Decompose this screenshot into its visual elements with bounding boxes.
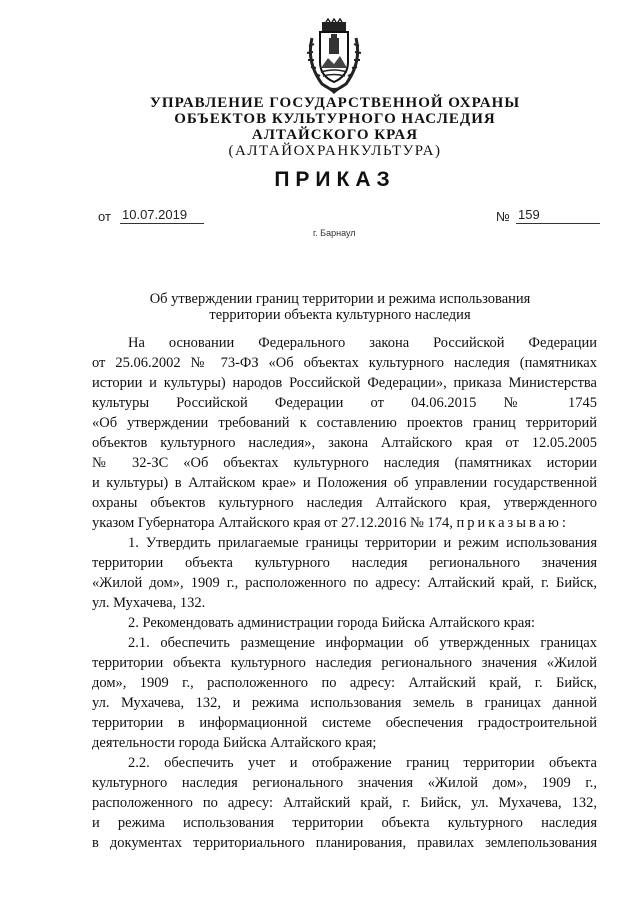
body-line: культуры Российской Федерации от 04.06.2015 № 1745 [92, 395, 597, 411]
agency-name-line1: УПРАВЛЕНИЕ ГОСУДАРСТВЕННОЙ ОХРАНЫ [149, 95, 521, 111]
body-line [92, 513, 597, 534]
subject-line1: Об утверждении границ территории и режима использования [149, 291, 531, 307]
body-line: 2.1. обеспечить размещение информации об утвержденных границах [128, 635, 597, 651]
body-line: в документах территориального планирования, правилах землепользования [92, 835, 597, 851]
city-label: г. Барнаул [313, 228, 356, 238]
body-line: культурного наследия регионального значения «Жилой дом», 1909 г., [92, 775, 597, 791]
body-line: от 25.06.2002 № 73-ФЗ «Об объектах культурного наследия (памятниках [92, 355, 597, 371]
order-word: приказываю: [456, 515, 569, 531]
agency-name-line2: ОБЪЕКТОВ КУЛЬТУРНОГО НАСЛЕДИЯ [174, 111, 496, 127]
agency-short-name: (АЛТАЙОХРАНКУЛЬТУРА) [228, 143, 442, 159]
body-line: истории и культуры) народов Российской Федерации», приказа Министерства [92, 375, 597, 391]
order-number: 159 [516, 207, 600, 224]
body-line: ул. Мухачева, 132, и режима использования земель в границах данной [92, 695, 597, 711]
document-title: ПРИКАЗ [274, 168, 396, 191]
body-line: территории объекта культурного наследия регионального значения «Жилой [92, 655, 597, 671]
altai-coat-of-arms-icon [302, 18, 366, 94]
body-line: № 32-ЗС «Об объектах культурного наследия (памятниках истории [92, 455, 597, 471]
body-line: На основании Федерального закона Российской Федерации [128, 335, 597, 351]
order-date: 10.07.2019 [120, 207, 204, 224]
body-line: ул. Мухачева, 132. [92, 595, 206, 611]
body-line: территории в информационной системе обеспечения градостроительной [92, 715, 597, 731]
body-line: дом», 1909 г., расположенного по адресу: Алтайский край, г. Бийск, [92, 675, 597, 691]
body-line: объектов культурного наследия», закона Алтайского края от 12.05.2005 [92, 435, 597, 451]
body-line: охраны объектов культурного наследия Алтайского края, утвержденного [92, 495, 597, 511]
body-line: 1. Утвердить прилагаемые границы территории и режим использования [128, 535, 597, 551]
agency-name-line3: АЛТАЙСКОГО КРАЯ [251, 127, 419, 143]
body-line: 2.2. обеспечить учет и отображение границ территории объекта [128, 755, 597, 771]
body-line: 2. Рекомендовать администрации города Бийска Алтайского края: [128, 615, 536, 631]
date-prefix: от [98, 209, 111, 224]
body-line: «Жилой дом», 1909 г., расположенного по адресу: Алтайский край, г. Бийск, [92, 575, 597, 591]
body-line: деятельности города Бийска Алтайского края; [92, 735, 377, 751]
body-line: и режима использования территории объекта культурного наследия [92, 815, 597, 831]
body-line: и культуры) в Алтайском крае» и Положения об управлении государственной [92, 475, 597, 491]
number-prefix: № [496, 209, 510, 224]
subject-line2: территории объекта культурного наследия [209, 307, 471, 323]
body-line: «Об утверждении требований к составлению проектов границ территорий [92, 415, 597, 431]
body-line: расположенного по адресу: Алтайский край, г. Бийск, ул. Мухачева, 132, [92, 795, 597, 811]
body-line: территории объекта культурного наследия регионального значения [92, 555, 597, 571]
decree-reference: указом Губернатора Алтайского края от 27.12.2016 № 174, [92, 515, 453, 531]
